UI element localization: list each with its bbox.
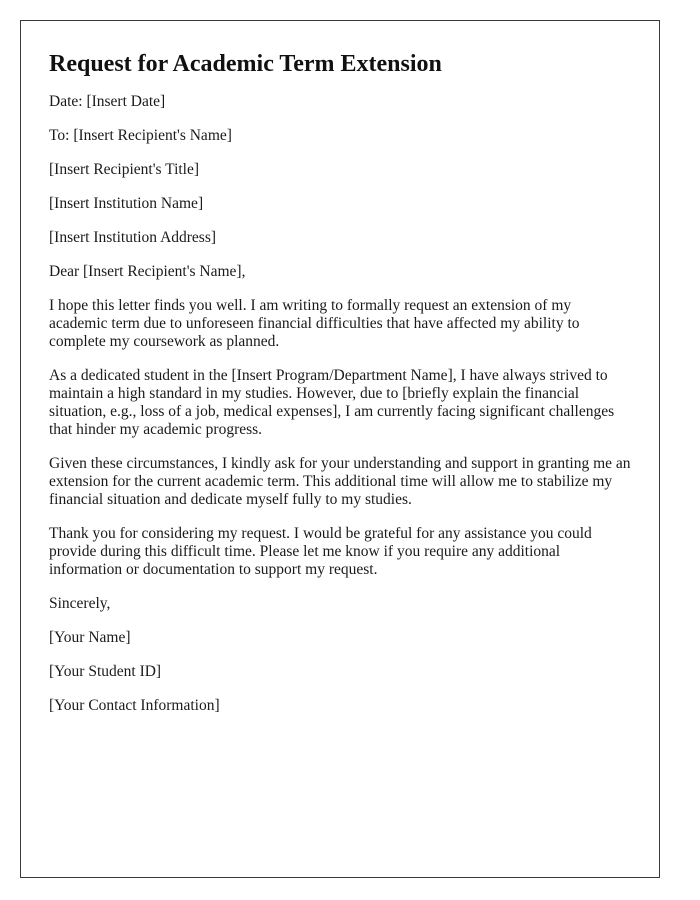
signature-name: [Your Name] bbox=[49, 629, 131, 646]
date-line: Date: [Insert Date] bbox=[49, 93, 166, 110]
letter-document bbox=[20, 20, 660, 878]
signature-contact-info: [Your Contact Information] bbox=[49, 697, 220, 714]
recipient-name-line: To: [Insert Recipient's Name] bbox=[49, 127, 232, 144]
letter-title: Request for Academic Term Extension bbox=[49, 51, 442, 77]
salutation: Dear [Insert Recipient's Name], bbox=[49, 263, 246, 280]
institution-name-line: [Insert Institution Name] bbox=[49, 195, 204, 212]
body-paragraph-request: Given these circumstances, I kindly ask for your understanding and support in granting me an extension for the current academic term. This additional time will allow me to stabilize my financial situation and dedicate myself fully to my studies. bbox=[49, 455, 631, 508]
body-paragraph-intro: I hope this letter finds you well. I am writing to formally request an extension of my academic term due to unforeseen financial difficulties that have affected my ability to complete my coursework as planned. bbox=[49, 297, 580, 350]
signature-student-id: [Your Student ID] bbox=[49, 663, 162, 680]
recipient-title-line: [Insert Recipient's Title] bbox=[49, 161, 200, 178]
closing: Sincerely, bbox=[49, 595, 111, 612]
body-paragraph-thanks: Thank you for considering my request. I would be grateful for any assistance you could provide during this difficult time. Please let me know if you require any additional information or documentation to support my request. bbox=[49, 525, 592, 578]
body-paragraph-situation: As a dedicated student in the [Insert Program/Department Name], I have always strived to maintain a high standard in my studies. However, due to [briefly explain the financial situation, e.g., loss of a job, medical expenses], I am currently facing significant challenges that hinder my academic progress. bbox=[49, 367, 615, 438]
institution-address-line: [Insert Institution Address] bbox=[49, 229, 217, 246]
